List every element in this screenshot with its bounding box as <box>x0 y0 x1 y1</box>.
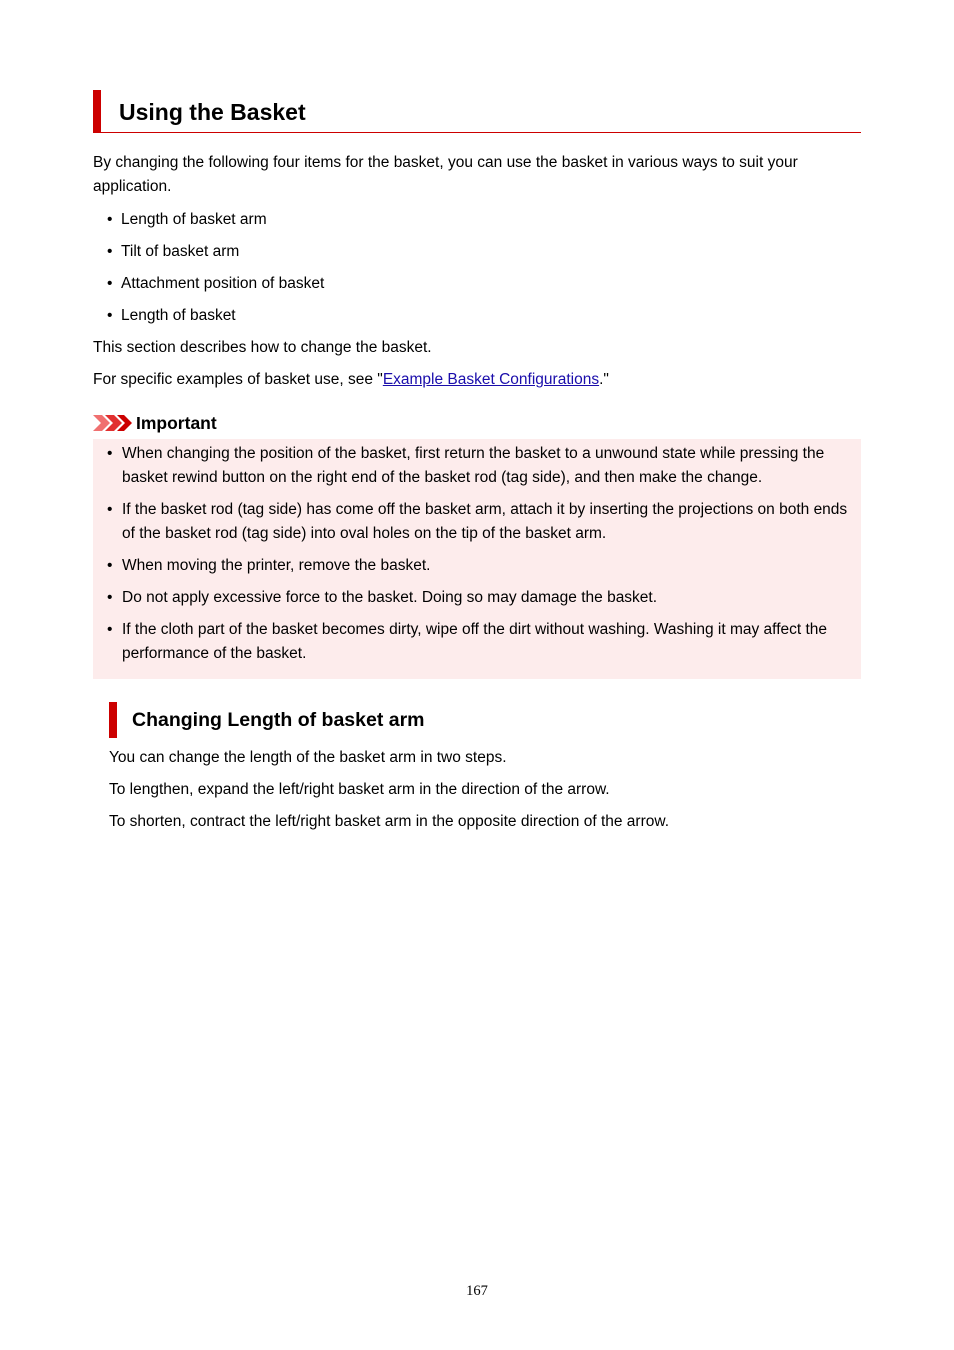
bullet: • <box>107 621 113 638</box>
subheading-accent-bar <box>109 702 117 738</box>
bullet: • <box>107 589 113 606</box>
subsection-paragraph: You can change the length of the basket arm in two steps. <box>109 749 507 766</box>
examples-paragraph: For specific examples of basket use, see "Example Basket Configurations." <box>93 371 609 388</box>
page-heading <box>93 90 861 133</box>
important-item: • When changing the position of the basket, first return the basket to a unwound state while pressing the basket rewind button on the right end of the basket rod (tag side), and then make the change. <box>93 442 861 490</box>
bullet: • <box>107 307 113 324</box>
intro-paragraph: By changing the following four items for the basket, you can use the basket in various ways to suit your application. <box>93 154 798 195</box>
bullet: • <box>107 275 113 292</box>
important-list <box>93 442 861 674</box>
subsection-paragraph: To shorten, contract the left/right basket arm in the opposite direction of the arrow. <box>109 813 670 830</box>
page-title: Using the Basket <box>119 99 306 125</box>
list-item: • Attachment position of basket <box>93 272 324 304</box>
section-description: This section describes how to change the basket. <box>93 339 432 356</box>
bullet: • <box>107 557 113 574</box>
page-number: 167 <box>466 1283 488 1299</box>
bullet: • <box>107 501 113 518</box>
subsection-title: Changing Length of basket arm <box>132 709 425 731</box>
list-item: • Length of basket arm <box>93 208 324 240</box>
important-arrows-icon <box>93 415 133 431</box>
important-header <box>93 410 393 436</box>
bullet: • <box>107 243 113 260</box>
subsection-heading <box>109 702 809 738</box>
heading-accent-bar <box>93 90 101 132</box>
important-item: • When moving the printer, remove the basket. <box>93 554 861 578</box>
list-item: • Length of basket <box>93 304 324 336</box>
items-list <box>93 208 324 336</box>
list-item: • Tilt of basket arm <box>93 240 324 272</box>
subsection-paragraph: To lengthen, expand the left/right basket arm in the direction of the arrow. <box>109 781 610 798</box>
important-item: • If the basket rod (tag side) has come off the basket arm, attach it by inserting the projections on both ends of the basket rod (tag side) into oval holes on the tip of the basket arm. <box>93 498 861 546</box>
example-configurations-link[interactable]: Example Basket Configurations <box>382 371 600 388</box>
important-box <box>93 439 861 679</box>
important-item: • If the cloth part of the basket becomes dirty, wipe off the dirt without washing. Washing it may affect the performance of the basket. <box>93 618 861 666</box>
important-item: • Do not apply excessive force to the basket. Doing so may damage the basket. <box>93 586 861 610</box>
bullet: • <box>107 445 113 462</box>
important-label: Important <box>136 413 217 433</box>
bullet: • <box>107 211 113 228</box>
